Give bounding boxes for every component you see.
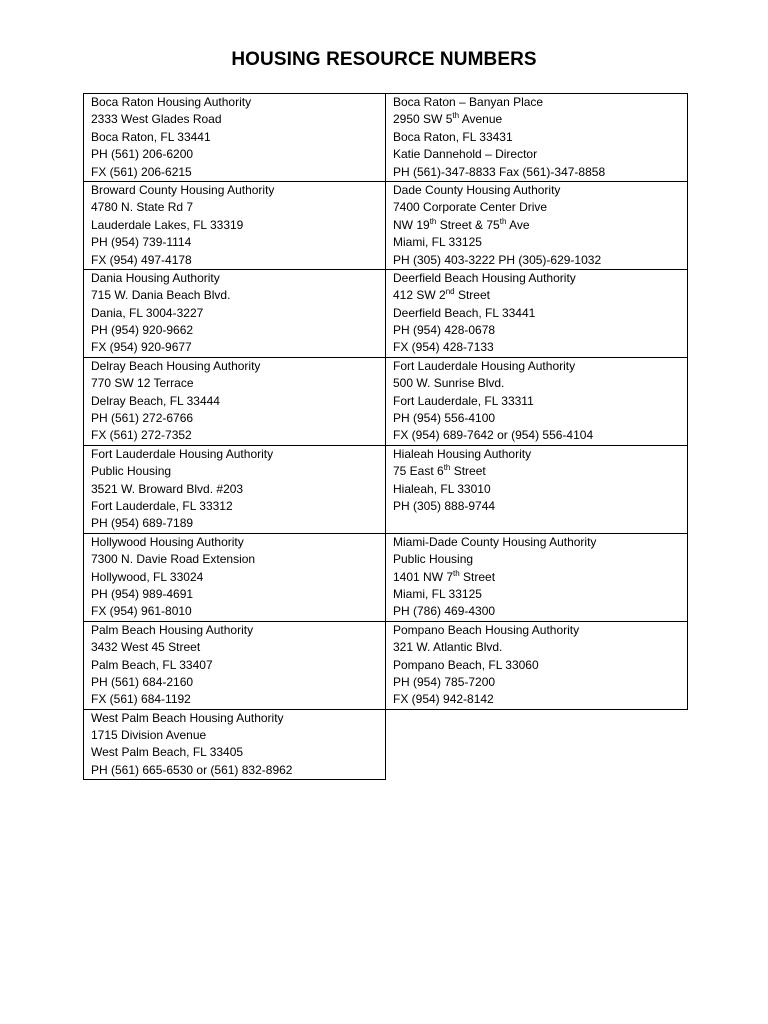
entry-detail-line: FX (954) 428-7133	[393, 340, 494, 355]
entry-detail-line: PH (954) 989-4691	[91, 586, 194, 601]
entry-detail-line: Lauderdale Lakes, FL 33319	[91, 217, 244, 232]
agency-name: Dania Housing Authority	[91, 270, 220, 285]
housing-resource-table	[83, 93, 688, 780]
resource-table-body	[84, 94, 688, 780]
agency-name: Miami-Dade County Housing Authority	[393, 534, 597, 549]
entry-detail-line: Pompano Beach, FL 33060	[393, 657, 539, 672]
resource-entry-left	[84, 357, 386, 445]
empty-cell	[386, 709, 688, 780]
entry-detail-line: 2950 SW 5th Avenue	[393, 111, 503, 127]
entry-detail-line: Miami, FL 33125	[393, 235, 482, 250]
resource-entry-right	[386, 621, 688, 709]
agency-name: Pompano Beach Housing Authority	[393, 622, 580, 637]
table-row	[84, 269, 688, 357]
entry-detail-line: FX (954) 689-7642 or (954) 556-4104	[393, 428, 594, 443]
agency-name: Dade County Housing Authority	[393, 182, 561, 197]
entry-detail-line: PH (954) 689-7189	[91, 516, 194, 531]
entry-detail-line: 7400 Corporate Center Drive	[393, 200, 548, 215]
entry-detail-line: 500 W. Sunrise Blvd.	[393, 376, 505, 391]
agency-name: Palm Beach Housing Authority	[91, 622, 254, 637]
entry-detail-line: 770 SW 12 Terrace	[91, 376, 194, 391]
resource-entry-left	[84, 94, 386, 182]
entry-detail-line: 4780 N. State Rd 7	[91, 200, 194, 215]
agency-name: Hialeah Housing Authority	[393, 446, 532, 461]
table-row	[84, 181, 688, 269]
entry-detail-line: PH (561) 684-2160	[91, 674, 194, 689]
entry-detail-line: West Palm Beach, FL 33405	[91, 745, 244, 760]
entry-detail-line: PH (954) 556-4100	[393, 411, 496, 426]
entry-detail-line: PH (954) 739-1114	[91, 235, 192, 250]
resource-entry-right	[386, 533, 688, 621]
entry-detail-line: PH (561) 206-6200	[91, 147, 194, 162]
resource-entry-left	[84, 709, 386, 780]
resource-entry-left	[84, 533, 386, 621]
entry-detail-line: 2333 West Glades Road	[91, 112, 222, 127]
entry-detail-line: 321 W. Atlantic Blvd.	[393, 640, 503, 655]
entry-detail-line: 412 SW 2nd Street	[393, 287, 490, 303]
entry-detail-line: PH (954) 785-7200	[393, 674, 496, 689]
entry-detail-line: Hollywood, FL 33024	[91, 569, 204, 584]
entry-detail-line: Katie Dannehold – Director	[393, 147, 538, 162]
resource-entry-left	[84, 621, 386, 709]
entry-detail-line: Palm Beach, FL 33407	[91, 657, 213, 672]
entry-detail-line: Fort Lauderdale, FL 33311	[393, 393, 534, 408]
entry-detail-line: PH (305) 888-9744	[393, 498, 496, 513]
agency-name: Boca Raton – Banyan Place	[393, 95, 544, 109]
entry-detail-line: NW 19th Street & 75th Ave	[393, 216, 530, 232]
agency-name: Boca Raton Housing Authority	[91, 95, 252, 109]
ordinal-suffix: th	[429, 216, 437, 226]
entry-detail-line: Miami, FL 33125	[393, 586, 482, 601]
entry-detail-line: 715 W. Dania Beach Blvd.	[91, 288, 231, 303]
agency-name: Deerfield Beach Housing Authority	[393, 270, 576, 285]
entry-detail-line: Dania, FL 3004-3227	[91, 305, 204, 320]
table-row	[84, 357, 688, 445]
ordinal-suffix: th	[453, 568, 460, 578]
entry-detail-line: 1401 NW 7th Street	[393, 568, 496, 584]
entry-detail-line: 3432 West 45 Street	[91, 640, 201, 655]
entry-detail-line: 3521 W. Broward Blvd. #203	[91, 481, 244, 496]
entry-detail-line: PH (786) 469-4300	[393, 604, 496, 619]
agency-name: Fort Lauderdale Housing Authority	[91, 446, 274, 461]
entry-detail-line: Delray Beach, FL 33444	[91, 393, 220, 408]
agency-name: Delray Beach Housing Authority	[91, 358, 261, 373]
ordinal-suffix: nd	[445, 287, 455, 297]
entry-detail-line: FX (954) 497-4178	[91, 252, 192, 267]
page-title: HOUSING RESOURCE NUMBERS	[231, 49, 537, 70]
entry-detail-line: PH (305) 403-3222 PH (305)-629-1032	[393, 252, 602, 267]
entry-detail-line: PH (561) 272-6766	[91, 411, 194, 426]
entry-detail-line: PH (954) 428-0678	[393, 323, 496, 338]
ordinal-suffix: th	[499, 216, 507, 226]
entry-detail-line: Boca Raton, FL 33431	[393, 129, 513, 144]
entry-detail-line: PH (561)-347-8833 Fax (561)-347-8858	[393, 164, 606, 179]
resource-entry-right	[386, 269, 688, 357]
ordinal-suffix: th	[452, 111, 460, 121]
entry-detail-line: Boca Raton, FL 33441	[91, 129, 211, 144]
entry-detail-line: Fort Lauderdale, FL 33312	[91, 498, 233, 513]
ordinal-suffix: th	[443, 463, 451, 473]
resource-entry-left	[84, 269, 386, 357]
entry-detail-line: PH (954) 920-9662	[91, 323, 194, 338]
resource-entry-left	[84, 445, 386, 533]
resource-entry-right	[386, 445, 688, 533]
entry-detail-line: 7300 N. Davie Road Extension	[91, 552, 256, 567]
entry-detail-line: Public Housing	[393, 552, 474, 567]
agency-name: West Palm Beach Housing Authority	[91, 710, 284, 725]
table-row	[84, 94, 688, 182]
entry-detail-line: FX (954) 920-9677	[91, 340, 192, 355]
entry-detail-line: 75 East 6th Street	[393, 463, 486, 479]
entry-detail-line: Public Housing	[91, 464, 172, 479]
table-row	[84, 533, 688, 621]
resource-entry-left	[84, 181, 386, 269]
agency-name: Fort Lauderdale Housing Authority	[393, 358, 576, 373]
entry-detail-line: 1715 Division Avenue	[91, 728, 207, 743]
resource-entry-right	[386, 181, 688, 269]
entry-detail-line: FX (954) 942-8142	[393, 692, 494, 707]
resource-entry-right	[386, 357, 688, 445]
resource-entry-right	[386, 94, 688, 182]
agency-name: Broward County Housing Authority	[91, 182, 275, 197]
table-row	[84, 709, 688, 780]
table-row	[84, 621, 688, 709]
table-row	[84, 445, 688, 533]
entry-detail-line: FX (561) 206-6215	[91, 164, 192, 179]
entry-detail-line: Deerfield Beach, FL 33441	[393, 305, 536, 320]
entry-detail-line: FX (561) 684-1192	[91, 692, 191, 707]
entry-detail-line: FX (561) 272-7352	[91, 428, 192, 443]
entry-detail-line: PH (561) 665-6530 or (561) 832-8962	[91, 762, 293, 777]
entry-detail-line: FX (954) 961-8010	[91, 604, 192, 619]
entry-detail-line: Hialeah, FL 33010	[393, 481, 491, 496]
agency-name: Hollywood Housing Authority	[91, 534, 244, 549]
